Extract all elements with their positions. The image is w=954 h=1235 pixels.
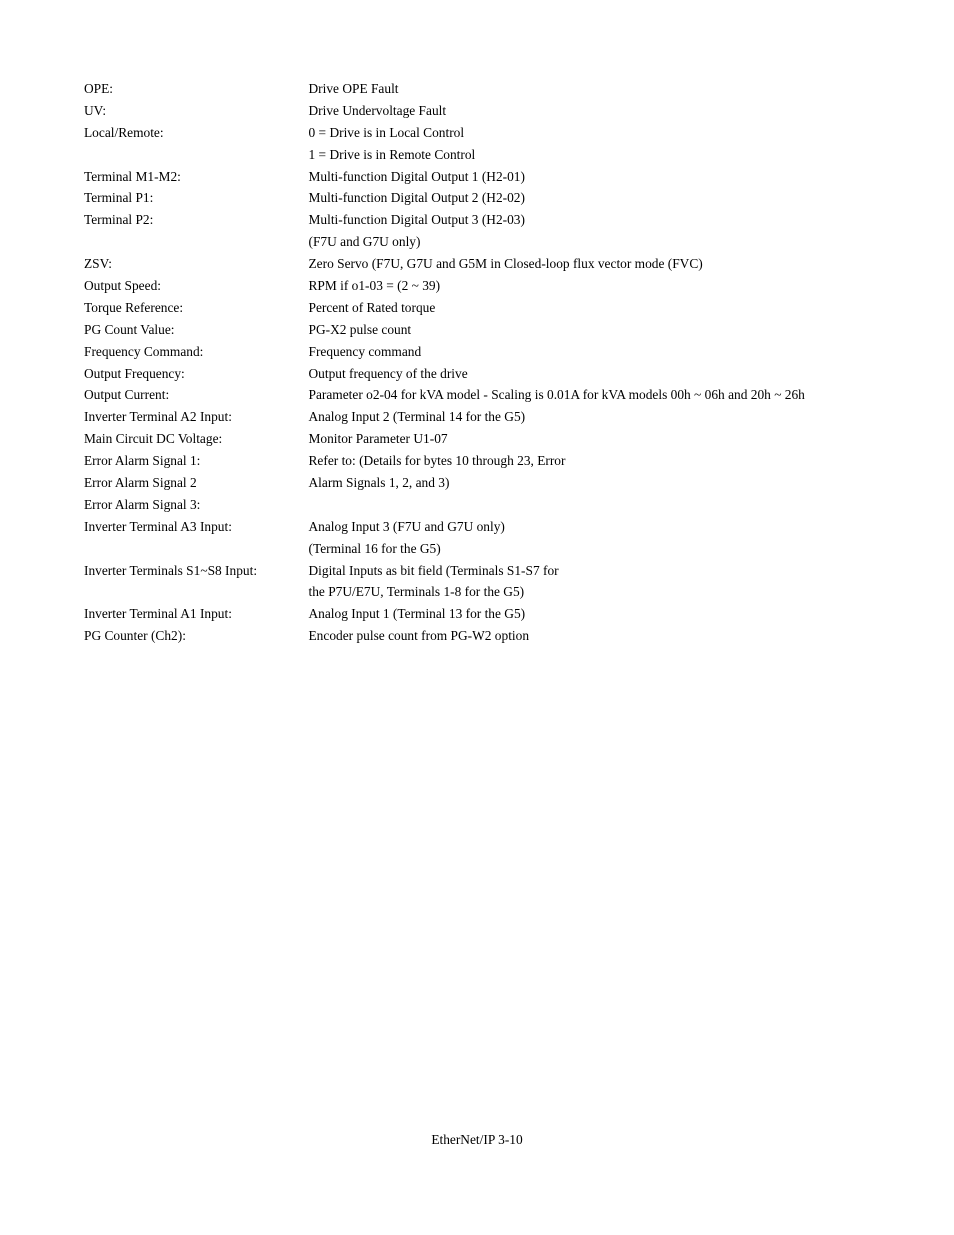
parameter-list [84, 78, 884, 647]
parameter-description: Frequency command [308, 343, 422, 359]
parameter-label: Error Alarm Signal 3: [84, 496, 201, 512]
parameter-row [84, 341, 884, 363]
parameter-description: Multi-function Digital Output 2 (H2-02) [308, 190, 525, 206]
parameter-label: Inverter Terminal A1 Input: [84, 606, 232, 622]
parameter-description: Analog Input 2 (Terminal 14 for the G5) [308, 409, 526, 425]
parameter-label: Terminal M1-M2: [84, 168, 181, 184]
page-footer: EtherNet/IP 3-10 [431, 1132, 523, 1147]
parameter-description: 0 = Drive is in Local Control [308, 124, 465, 140]
parameter-label: PG Count Value: [84, 321, 175, 337]
parameter-description: Output frequency of the drive [308, 365, 468, 381]
parameter-label: Output Frequency: [84, 365, 185, 381]
parameter-description: Percent of Rated torque [308, 299, 436, 315]
parameter-row [84, 209, 884, 231]
parameter-row [84, 516, 884, 538]
parameter-label: Inverter Terminal A3 Input: [84, 518, 232, 534]
parameter-description: Alarm Signals 1, 2, and 3) [308, 475, 450, 491]
parameter-description: Monitor Parameter U1-07 [308, 431, 448, 447]
parameter-row [84, 450, 884, 472]
parameter-row [84, 297, 884, 319]
parameter-row [84, 144, 884, 166]
parameter-label: Main Circuit DC Voltage: [84, 431, 223, 447]
parameter-label: Inverter Terminals S1~S8 Input: [84, 562, 258, 578]
parameter-description: RPM if o1-03 = (2 ~ 39) [308, 278, 441, 294]
parameter-description: Analog Input 1 (Terminal 13 for the G5) [308, 606, 526, 622]
parameter-row [84, 319, 884, 341]
parameter-row [84, 122, 884, 144]
parameter-description: 1 = Drive is in Remote Control [308, 146, 476, 162]
parameter-description: Parameter o2-04 for kVA model - Scaling is 0.01A for kVA models 00h ~ 06h and 20h ~ 26h [308, 387, 805, 403]
parameter-description: Drive OPE Fault [308, 81, 399, 96]
parameter-description: Encoder pulse count from PG-W2 option [308, 628, 530, 644]
parameter-row [84, 78, 884, 100]
parameter-description: Drive Undervoltage Fault [308, 102, 447, 118]
parameter-row [84, 231, 884, 253]
parameter-label: Terminal P2: [84, 212, 154, 228]
parameter-label: PG Counter (Ch2): [84, 628, 186, 644]
parameter-label: Terminal P1: [84, 190, 154, 206]
parameter-label: Error Alarm Signal 1: [84, 453, 201, 469]
parameter-row [84, 560, 884, 582]
parameter-row [84, 166, 884, 188]
parameter-label: Inverter Terminal A2 Input: [84, 409, 232, 425]
parameter-description: Multi-function Digital Output 3 (H2-03) [308, 212, 525, 228]
parameter-label: Torque Reference: [84, 299, 184, 315]
parameter-description: Zero Servo (F7U, G7U and G5M in Closed-loop flux vector mode (FVC) [308, 256, 703, 272]
parameter-description: the P7U/E7U, Terminals 1-8 for the G5) [308, 584, 525, 600]
parameter-label: Error Alarm Signal 2 [84, 475, 197, 491]
parameter-row [84, 538, 884, 560]
parameter-label: UV: [84, 102, 107, 118]
parameter-row [84, 187, 884, 209]
parameter-description: (F7U and G7U only) [308, 234, 421, 250]
parameter-label: OPE: [84, 81, 114, 96]
parameter-row [84, 384, 884, 406]
parameter-description: Multi-function Digital Output 1 (H2-01) [308, 168, 525, 184]
parameter-label: Output Speed: [84, 278, 161, 294]
parameter-row [84, 406, 884, 428]
parameter-row [84, 603, 884, 625]
parameter-row [84, 625, 884, 647]
parameter-description: PG-X2 pulse count [308, 321, 412, 337]
parameter-row [84, 363, 884, 385]
parameter-row [84, 472, 884, 494]
parameter-row [84, 100, 884, 122]
parameter-description: (Terminal 16 for the G5) [308, 540, 441, 556]
parameter-row [84, 253, 884, 275]
parameter-label: ZSV: [84, 256, 113, 272]
parameter-row [84, 581, 884, 603]
parameter-row [84, 494, 884, 516]
parameter-description: Refer to: (Details for bytes 10 through 23, Error [308, 453, 566, 469]
parameter-description: Analog Input 3 (F7U and G7U only) [308, 518, 505, 534]
parameter-label: Frequency Command: [84, 343, 204, 359]
parameter-label: Output Current: [84, 387, 170, 403]
parameter-row [84, 275, 884, 297]
parameter-description: Digital Inputs as bit field (Terminals S1-S7 for [308, 562, 559, 578]
parameter-label: Local/Remote: [84, 124, 164, 140]
parameter-row [84, 428, 884, 450]
